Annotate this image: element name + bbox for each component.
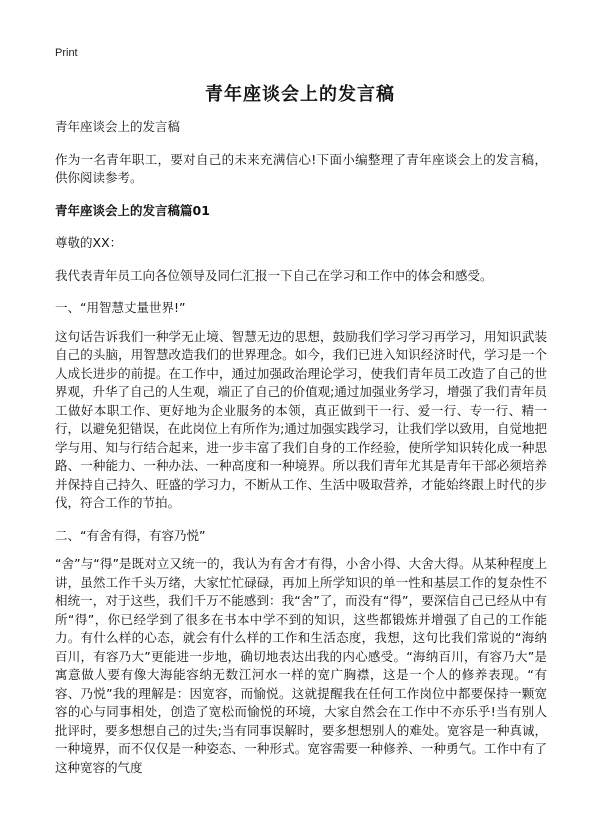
print-link[interactable]: Print xyxy=(55,47,78,59)
document-title: 青年座谈会上的发言稿 xyxy=(205,84,395,105)
subheading-1: 一、“用智慧丈量世界!” xyxy=(55,300,186,315)
document-body xyxy=(55,118,547,791)
salutation: 尊敬的XX： xyxy=(55,235,123,250)
intro-paragraph: 作为一名青年职工，要对自己的未来充满信心!下面小编整理了青年座谈会上的发言稿，供你阅读参考。 xyxy=(55,151,547,185)
body-paragraph-2: “舍”与“得”是既对立又统一的，我认为有舍才有得，小舍小得、大舍大得。从某种程度上讲，虽然工作千头万绪，大家忙忙碌碌，再加上所学知识的单一性和基层工作的复杂性不相统一，对于这些，我们千万不能感到：我“舍”了，而没有“得”，要深信自己已经从中有所“得”，你已经学到了很多在书本中学不到的知识，这些都锻炼并增强了自己的工作能力。有什么样的心态，就会有什么样的工作和生活态度，我想，这句比我们常说的“海纳百川，有容乃大”更能进一步地，确切地表达出我的内心感受。“海纳百川，有容乃大”是寓意做人要有像大海能容纳无数江河水一样的宽广胸襟，这是一个人的修养表现。“有容、乃悦”我的理解是：因宽容，而愉悦。这就提醒我在任何工作岗位中都要保持一颗宽容的心与同事相处，创造了宽松而愉悦的环境，大家自然会在工作中不亦乐乎!当有别人批评时，要多想想自己的过失;当有同事误解时，要多想想别人的难处。宽容是一种真诚，一种境界，而不仅仅是一种姿态、一种形式。宽容需要一种修养、一种勇气。工作中有了这种宽容的气度 xyxy=(55,556,547,775)
subheading-2: 二、“有舍有得，有容乃悦” xyxy=(55,527,206,543)
body-paragraph-1: 这句话告诉我们一种学无止境、智慧无边的思想，鼓励我们学习学习再学习，用知识武装自己的头脑，用智慧改造我们的世界理念。如今，我们已进入知识经济时代，学习是一个人成长进步的前提。在工作中，通过加强政治理论学习，使我们青年员工改造了自己的世界观，升华了自己的人生观，端正了自己的价值观;通过加强业务学习，增强了我们青年员工做好本职工作、更好地为企业服务的本领，真正做到干一行、爱一行、专一行、精一行，以避免犯错误，在此岗位上有所作为;通过加强实践学习，让我们学以致用，自觉地把学与用、知与行结合起来，进一步丰富了我们自身的工作经验，使所学知识转化成一种思路、一种能力、一种办法、一种高度和一种境界。所以我们青年尤其是青年干部必须培养并保持自己持久、旺盛的学习力，不断从工作、生活中吸取营养，才能始终跟上时代的步伐，符合工作的节拍。 xyxy=(55,328,547,510)
section-heading: 青年座谈会上的发言稿篇01 xyxy=(55,202,210,218)
opening-paragraph: 我代表青年员工向各位领导及同仁汇报一下自己在学习和工作中的体会和感受。 xyxy=(55,267,493,283)
intro-heading: 青年座谈会上的发言稿 xyxy=(55,119,181,134)
